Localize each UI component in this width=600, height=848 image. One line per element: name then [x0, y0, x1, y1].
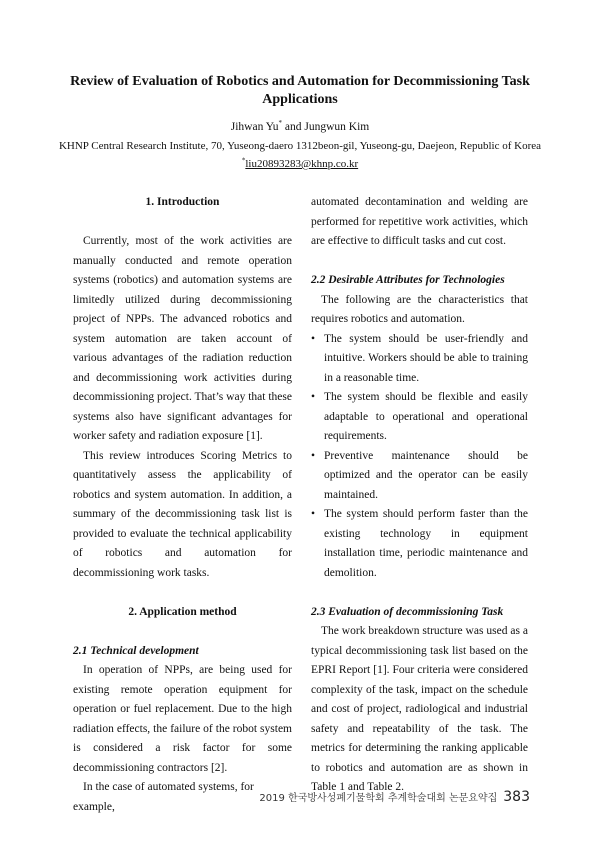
author-1: Jihwan Yu [230, 121, 279, 133]
right-column [311, 193, 528, 798]
page-footer [259, 789, 530, 805]
evaluation-paragraph: The work breakdown structure was used as a typical decommissioning task list based on the EPRI Report [1]. Four criteria were considered complexity of the task, impact on the schedule and cost of project, radiological and industrial safety and repeatability of the task. The metrics for determining the ranking applicable to robotics and automation are as shown in Table 1 and Table 2. [311, 625, 528, 793]
tech-paragraph-2-continued: automated decontamination and welding are performed for repetitive work activities, which are effective to difficult tasks and cut cost. [311, 196, 528, 247]
attribute-item-2 [311, 388, 528, 447]
attribute-item-4 [311, 505, 528, 583]
authors [0, 121, 600, 133]
left-column [73, 193, 292, 817]
author-2: and Jungwun Kim [282, 121, 370, 133]
email-mark: * [241, 156, 246, 165]
tech-paragraph-2: In the case of automated systems, for example, [73, 781, 254, 813]
subsection-heading-attributes: 2.2 Desirable Attributes for Technologies [311, 274, 505, 286]
subsection-heading-evaluation: 2.3 Evaluation of decommissioning Task [311, 605, 504, 618]
intro-paragraph-1: Currently, most of the work activities are manually conducted and remote operation systems (robotics) and automation systems are limitedly utilized during decommissioning project of NPPs. The advanced robotics and system automation are taken account of various advantages of the radiation reduction and decommissioning work activities during decommissioning project. That’s way that these systems also have significant advantages for worker safety and radiation exposure [1]. [73, 235, 292, 442]
section-heading-introduction: 1. Introduction [145, 196, 220, 208]
attribute-item-3 [311, 447, 528, 506]
page-number: 383 [503, 789, 530, 805]
bullet-marker: • [311, 332, 316, 345]
footer-text: 2019 한국방사성폐기물학회 추계학술대회 논문요약집 [259, 793, 498, 804]
section-heading-method: 2. Application method [128, 605, 237, 618]
attribute-text: The system should perform faster than the existing technology in equipment installation time, periodic maintenance and demolition. [324, 508, 528, 579]
email-link[interactable]: liu20893283@khnp.co.kr [245, 158, 359, 170]
attributes-paragraph: The following are the characteristics that requires robotics and automation. [311, 293, 528, 325]
author-mark: * [278, 119, 283, 128]
intro-paragraph-2: This review introduces Scoring Metrics to quantitatively assess the applicability of robotics and system automation. In addition, a summary of the decommissioning task list is provided to evaluate the technical applicability of robotics and automation for decommissioning work tasks. [73, 449, 292, 579]
attribute-text: The system should be user-friendly and intuitive. Workers should be able to training in a reasonable time. [324, 332, 528, 384]
affiliation: KHNP Central Research Institute, 70, Yuseong-daero 1312beon-gil, Yuseong-gu, Daejeon, Republic of Korea [58, 140, 542, 152]
attributes-list [311, 330, 528, 584]
bullet-marker: • [311, 449, 316, 462]
attribute-text: The system should be flexible and easily adaptable to operational and operational requirements. [324, 391, 528, 442]
bullet-marker: • [311, 508, 316, 520]
contact-email [0, 158, 600, 170]
tech-paragraph-1: In operation of NPPs, are being used for existing remote operation equipment for operation or fuel replacement. Due to the high radiation effects, the failure of the robot system is considered a risk factor for some decommissioning contractors [2]. [73, 664, 292, 774]
bullet-marker: • [311, 391, 316, 403]
paper-title: Review of Evaluation of Robotics and Automation for Decommissioning Task Applications [70, 74, 530, 107]
attribute-text: Preventive maintenance should be optimized and the operator can be easily maintained. [324, 449, 528, 501]
attribute-item-1 [311, 330, 528, 389]
subsection-heading-technical: 2.1 Technical development [73, 644, 199, 657]
